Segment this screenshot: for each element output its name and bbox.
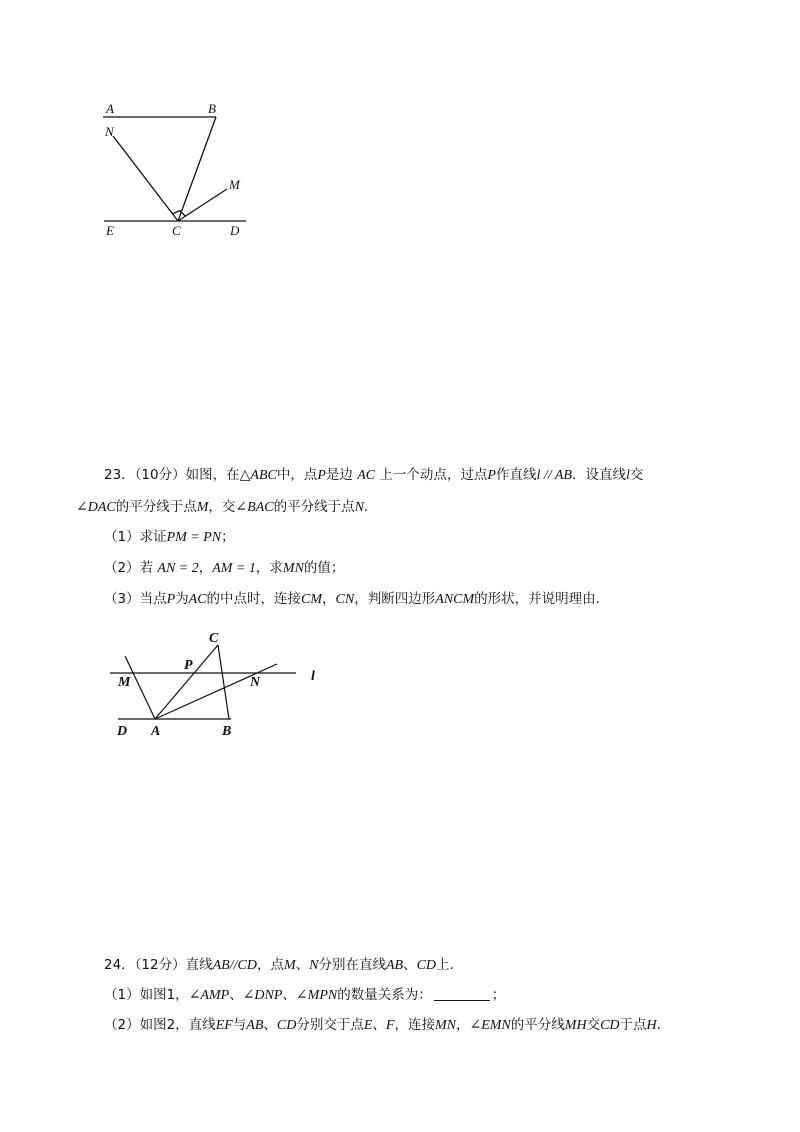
q23-score: （10分） [134, 467, 186, 483]
q24-line-ab: AB [246, 1018, 264, 1033]
q24-line-cd: CD [416, 958, 437, 973]
q23-part-1-label: （1）求证 [104, 529, 167, 545]
q24-text: . [656, 1017, 661, 1033]
label-b: B [222, 724, 232, 739]
q23-parallel: l // AB [536, 468, 572, 483]
q23-point-p: P [166, 592, 176, 607]
label-n: N [105, 124, 114, 139]
segment-cb [218, 645, 229, 719]
q24-text: 上. [436, 957, 454, 973]
q24-angle-dnp: ∠DNP [242, 988, 283, 1003]
q23-part-1 [104, 527, 235, 548]
q23-angle-dac: ∠DAC [76, 500, 116, 515]
label-a: A [106, 101, 114, 116]
q24-line-cd: CD [600, 1018, 620, 1033]
q23-part-3-label: （3）当点 [104, 591, 167, 607]
q23-point-p: P [317, 468, 326, 483]
q24-score: （12分） [134, 957, 186, 973]
q24-text: 的数量关系为： [337, 987, 432, 1003]
q24-segment-mn: MN [434, 1018, 456, 1033]
q23-text: 作直线 [495, 467, 537, 483]
q23-text: ， [198, 560, 213, 576]
q23-triangle: △ABC [239, 468, 277, 483]
segment-bc [178, 117, 216, 221]
q23-segment-cn: CN [335, 592, 355, 607]
q23-text: 是边 [325, 467, 353, 483]
q24-text: 的平分线 [510, 1017, 565, 1033]
q23-text: ，判断四边形 [354, 591, 436, 607]
q24-part-1-label: （1）如图1， [104, 987, 189, 1003]
q23-text: . [363, 499, 369, 515]
answer-blank [434, 986, 490, 1001]
q23-number: 23． [104, 467, 135, 483]
label-m: M [118, 675, 131, 690]
q23-point-n: N [354, 500, 364, 515]
q24-text: 直线 [185, 957, 213, 973]
figure-2-drawing [0, 620, 340, 750]
q24-point-m: M [283, 958, 296, 973]
q24-text: ，点 [256, 957, 284, 973]
q23-text: 交 [629, 467, 644, 483]
q24-line-ef: EF [215, 1018, 233, 1033]
q23-part-2-label: （2）若 [104, 560, 154, 576]
q23-text: 的中点时，连接 [206, 591, 302, 607]
q23-text: 为 [175, 591, 189, 607]
q23-text: ．设直线 [571, 467, 626, 483]
q24-point-e: E [363, 1018, 373, 1033]
q24-text: 、 [372, 1017, 386, 1033]
q24-point-h: H [646, 1018, 657, 1033]
q24-text: 、 [263, 1017, 277, 1033]
q24-line-1 [104, 955, 454, 976]
q23-text: 的平分线于点 [115, 499, 197, 515]
figure-1 [0, 0, 300, 250]
q24-text: 、 [282, 987, 296, 1003]
q24-text: 、 [229, 987, 243, 1003]
q23-text: 上一个动点，过点 [379, 467, 488, 483]
q24-angle-emn: ∠EMN [469, 1018, 511, 1033]
q24-text: ，连接 [394, 1017, 435, 1033]
q24-part-1 [104, 985, 505, 1006]
label-b: B [208, 101, 216, 116]
q24-text: 分别在直线 [318, 957, 386, 973]
q24-point-f: F [385, 1018, 395, 1033]
q24-line-ab: AB [385, 958, 404, 973]
q23-point-p: P [487, 468, 496, 483]
q24-text: 、 [403, 957, 417, 973]
q23-text: ，求 [255, 560, 283, 576]
label-c: C [172, 223, 181, 238]
q24-text: 交 [586, 1017, 601, 1033]
q24-line-cd: CD [276, 1018, 297, 1033]
q24-text: 、 [295, 957, 310, 973]
q24-part-2-label: （2）如图2，直线 [104, 1017, 216, 1033]
q23-part-1-expression: PM = PN [166, 530, 222, 545]
label-l: l [311, 669, 315, 684]
q24-text: 与 [232, 1017, 247, 1033]
q23-angle-bac: ∠BAC [235, 500, 274, 515]
q23-part-2-am: AM = 1 [212, 561, 256, 576]
q24-angle-amp: ∠AMP [188, 988, 230, 1003]
q24-point-n: N [309, 958, 319, 973]
q24-part-2 [104, 1015, 661, 1036]
label-m: M [229, 177, 240, 192]
q23-text: 中，点 [276, 467, 318, 483]
q24-parallel: AB//CD [212, 958, 257, 973]
q23-part-2-an: AN = 2 [157, 561, 199, 576]
q23-text: ； [221, 529, 235, 545]
q23-text: 如图，在 [185, 467, 240, 483]
q23-segment-ac: AC [357, 468, 376, 483]
q23-text: 的平分线于点 [273, 499, 355, 515]
q23-part-3 [104, 589, 600, 610]
q24-text: 分别交于点 [296, 1017, 364, 1033]
segment-nc [113, 136, 178, 221]
q23-text: ， [322, 591, 336, 607]
segment-ac [155, 645, 218, 719]
label-e: E [106, 223, 114, 238]
label-n: N [250, 675, 261, 690]
label-d: D [230, 223, 240, 238]
q23-line-1 [104, 465, 643, 486]
label-d: D [117, 724, 128, 739]
q24-line-mh: MH [564, 1018, 587, 1033]
q23-segment-cm: CM [301, 592, 323, 607]
q23-text: ，交 [208, 499, 236, 515]
q24-text: ； [491, 987, 506, 1003]
q24-text: 于点 [619, 1017, 647, 1033]
label-a: A [151, 724, 161, 739]
q23-quadrilateral: ANCM [435, 592, 475, 607]
q23-part-2-mn: MN [282, 561, 304, 576]
figure-1-drawing [0, 0, 300, 250]
q23-part-2 [104, 558, 344, 579]
q23-line-l: l [625, 468, 630, 483]
q23-point-m: M [196, 500, 209, 515]
q23-text: 的形状，并说明理由. [474, 591, 600, 607]
q24-angle-mpn: ∠MPN [295, 988, 338, 1003]
q24-number: 24． [104, 957, 135, 973]
q23-segment-ac: AC [188, 592, 207, 607]
q24-text: ， [455, 1017, 470, 1033]
figure-2 [0, 620, 340, 750]
bisector-bac [155, 664, 277, 719]
label-p: P [184, 658, 193, 673]
q23-line-2 [76, 497, 368, 518]
q23-text: 的值； [303, 560, 345, 576]
label-c: C [209, 631, 219, 646]
